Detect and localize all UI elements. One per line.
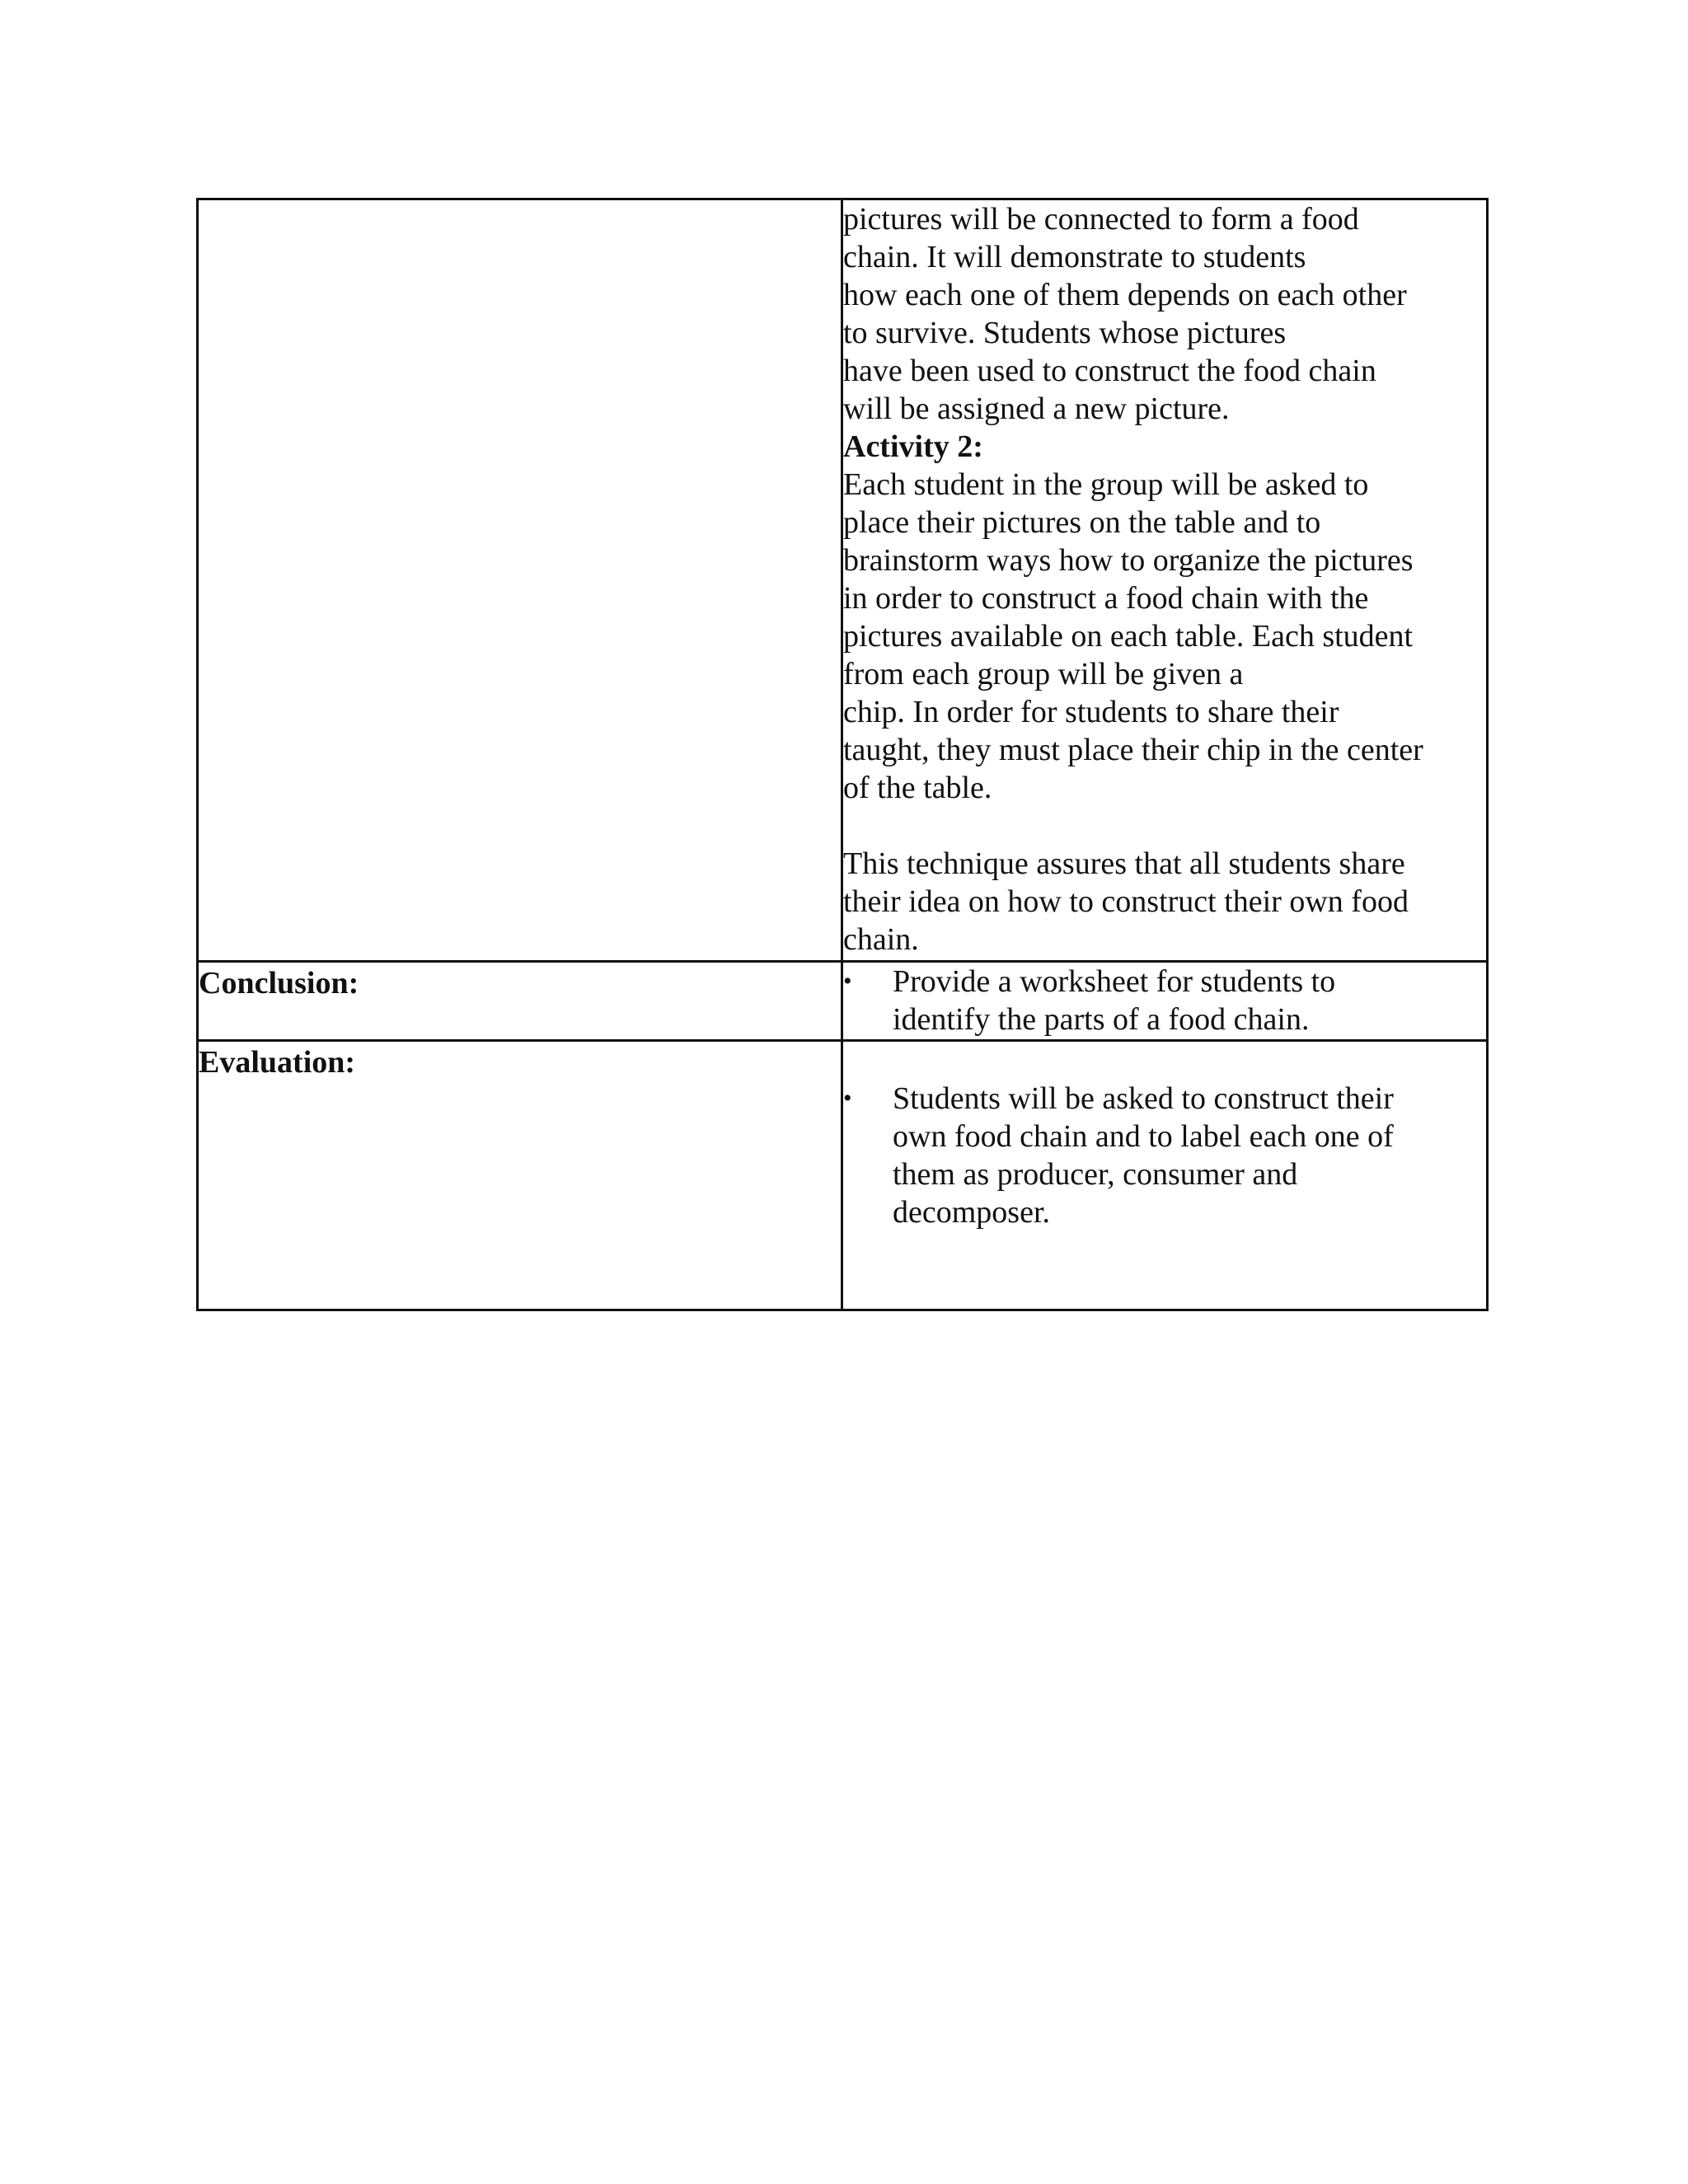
paragraph-spacer [843,1042,1486,1080]
activity-row [198,199,1488,962]
conclusion-label-cell [198,962,842,1041]
evaluation-label-cell [198,1041,842,1310]
conclusion-text-line: Provide a worksheet for students to [893,964,1336,999]
activity-text-line: their idea on how to construct their own food [843,884,1409,919]
conclusion-row [198,962,1488,1041]
list-item [843,1080,1486,1231]
activity-label-cell [198,199,842,962]
activity-text-line: chain. It will demonstrate to students [843,240,1306,274]
evaluation-row [198,1041,1488,1310]
activity-text-line: to survive. Students whose pictures [843,316,1287,350]
activity-text-line: This technique assures that all students share [843,846,1405,881]
list-item [843,963,1486,1038]
activity-text-line: will be assigned a new picture. [843,391,1230,426]
paragraph-spacer [843,807,1486,845]
activity-text-line: chain. [843,922,919,957]
activity-text-line: brainstorm ways how to organize the pictures [843,543,1414,578]
evaluation-text-line: Students will be asked to construct their [893,1081,1394,1116]
conclusion-content-cell [842,962,1488,1041]
conclusion-list [843,963,1486,1038]
evaluation-label: Evaluation: [199,1045,356,1080]
activity-text-line: have been used to construct the food chain [843,354,1376,388]
evaluation-text-line: own food chain and to label each one of [893,1119,1394,1154]
bullet-icon: • [843,968,852,995]
activity-text-line: taught, they must place their chip in the center [843,733,1423,767]
activity-text-line: pictures will be connected to form a food [843,202,1359,237]
activity-text-line: chip. In order for students to share their [843,695,1339,729]
activity-content-cell [842,199,1488,962]
evaluation-content-cell [842,1041,1488,1310]
activity-text-line: in order to construct a food chain with the [843,581,1369,616]
activity-text-line: from each group will be given a [843,657,1244,691]
activity-text-line: place their pictures on the table and to [843,505,1321,540]
activity-text-line: of the table. [843,771,992,805]
activity-text-line: how each one of them depends on each other [843,278,1407,312]
lesson-plan-table [196,198,1489,1311]
activity-text-line: Each student in the group will be asked to [843,467,1369,502]
evaluation-text-line: them as producer, consumer and [893,1157,1298,1192]
conclusion-text-line: identify the parts of a food chain. [893,1002,1310,1037]
evaluation-list [843,1080,1486,1231]
bullet-icon: • [843,1085,852,1112]
evaluation-text-line: decomposer. [893,1195,1051,1230]
activity-text-line: pictures available on each table. Each student [843,619,1414,654]
activity-2-heading: Activity 2: [843,429,983,464]
conclusion-label: Conclusion: [199,966,359,1001]
